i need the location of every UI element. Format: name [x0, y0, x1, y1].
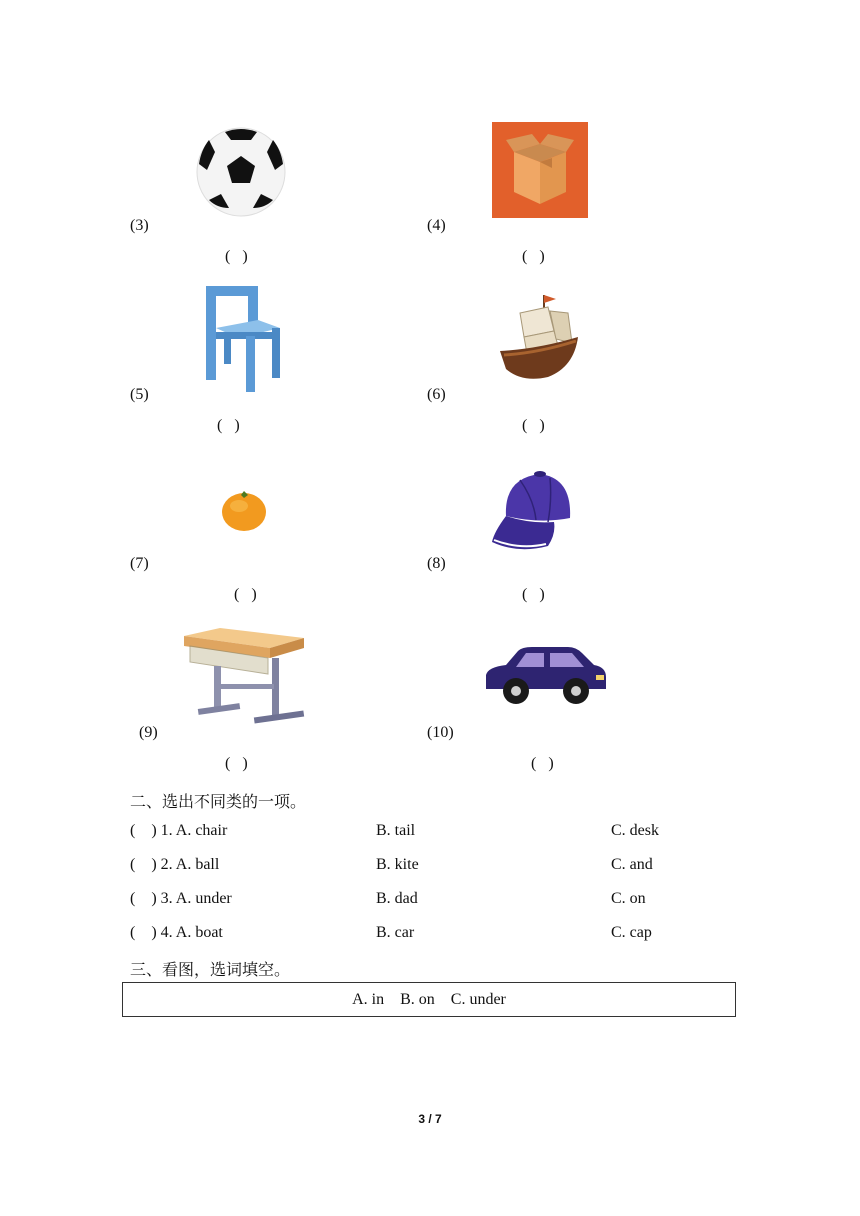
page-number: 3 / 7 [418, 1112, 442, 1126]
word-bank-box: A. in B. on C. under [122, 982, 736, 1017]
question-4-option-b: B. car [376, 924, 415, 941]
answer-blank-3[interactable]: ( ) [225, 248, 248, 265]
section-2-title: 二、选出不同类的一项。 [130, 794, 307, 811]
box-icon [492, 122, 588, 218]
question-number-8: (8) [427, 555, 446, 572]
question-3-option-c: C. on [611, 890, 646, 907]
picture-boat [498, 291, 580, 383]
picture-desk [182, 626, 306, 728]
question-number-9: (9) [139, 724, 158, 741]
chair-icon [204, 284, 282, 392]
answer-blank-9[interactable]: ( ) [225, 755, 248, 772]
answer-blank-6[interactable]: ( ) [522, 417, 545, 434]
question-2-option-b: B. kite [376, 856, 419, 873]
question-3-option-b: B. dad [376, 890, 418, 907]
picture-box [492, 122, 588, 218]
question-4-option-c: C. cap [611, 924, 652, 941]
question-number-4: (4) [427, 217, 446, 234]
section-3-title: 三、看图，选词填空。 [130, 962, 291, 979]
picture-soccer-ball [195, 126, 287, 218]
answer-blank-10[interactable]: ( ) [531, 755, 554, 772]
question-4-prefix: ( ) 4. A. boat [130, 924, 223, 941]
desk-icon [182, 626, 306, 728]
question-1-option-b: B. tail [376, 822, 416, 839]
car-icon [484, 645, 608, 707]
question-number-10: (10) [427, 724, 454, 741]
question-number-5: (5) [130, 386, 149, 403]
cap-icon [490, 470, 576, 552]
question-number-6: (6) [427, 386, 446, 403]
answer-blank-4[interactable]: ( ) [522, 248, 545, 265]
answer-blank-5[interactable]: ( ) [217, 417, 240, 434]
question-2-option-c: C. and [611, 856, 653, 873]
picture-orange [221, 490, 267, 532]
answer-blank-7[interactable]: ( ) [234, 586, 257, 603]
question-1-prefix: ( ) 1. A. chair [130, 822, 228, 839]
question-2-prefix: ( ) 2. A. ball [130, 856, 220, 873]
orange-icon [221, 490, 267, 532]
picture-car [484, 645, 608, 707]
question-number-3: (3) [130, 217, 149, 234]
question-1-option-c: C. desk [611, 822, 659, 839]
soccer-ball-icon [195, 126, 287, 218]
picture-chair [204, 284, 282, 392]
picture-cap [490, 470, 576, 552]
answer-blank-8[interactable]: ( ) [522, 586, 545, 603]
boat-icon [498, 291, 580, 383]
question-3-prefix: ( ) 3. A. under [130, 890, 232, 907]
question-number-7: (7) [130, 555, 149, 572]
